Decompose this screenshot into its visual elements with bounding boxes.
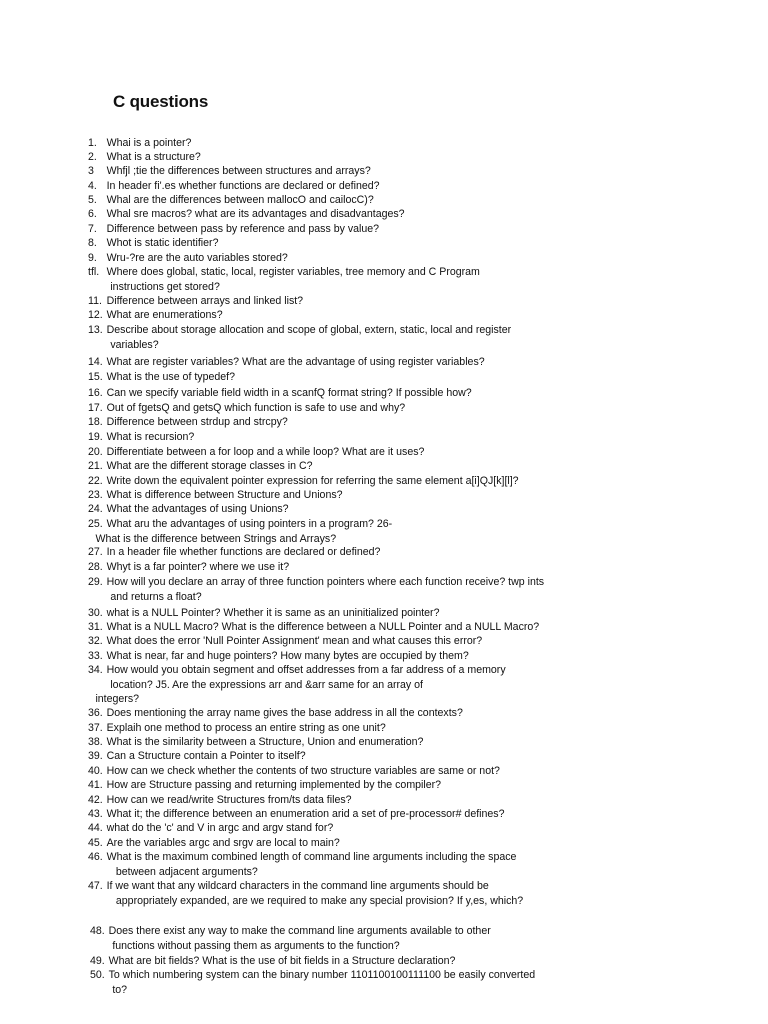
question-number: 15.: [88, 371, 103, 383]
question-number: 25.: [88, 518, 103, 530]
question-text: Describe about storage allocation and scope of global, extern, static, local and register: [106, 324, 512, 336]
question-text: How will you declare an array of three function pointers where each function receive? twp ints: [106, 576, 545, 588]
question-item: [88, 323, 511, 352]
question-continuation: location? J5. Are the expressions arr and &arr same for an array of: [110, 678, 423, 691]
question-number: 29.: [88, 576, 103, 588]
question-item: [90, 924, 491, 953]
question-continuation: to?: [112, 983, 128, 996]
question-continuation: appropriately expanded, are we required to make any special provision? If y,es, which?: [115, 894, 524, 907]
question-number: 42.: [88, 794, 103, 806]
question-text: Difference between arrays and linked list?: [106, 295, 304, 307]
question-number: 2.: [88, 151, 97, 163]
question-item: [88, 150, 201, 165]
question-text: Whal sre macros? what are its advantages and disadvantages?: [106, 208, 405, 220]
question-continuation: between adjacent arguments?: [115, 865, 258, 878]
question-item: [88, 445, 424, 460]
question-text: Are the variables argc and srgv are local to main?: [106, 837, 340, 849]
question-text: What are enumerations?: [106, 309, 223, 321]
question-item: [88, 251, 288, 266]
question-item: [88, 459, 312, 474]
question-number: 24.: [88, 503, 103, 515]
question-number: 48.: [90, 925, 105, 937]
question-continuation: instructions get stored?: [110, 280, 220, 293]
question-item: [88, 517, 392, 546]
question-text: What are bit fields? What is the use of bit fields in a Structure declaration?: [108, 955, 456, 967]
question-item: [88, 222, 379, 237]
question-item: [88, 821, 333, 836]
question-text: Where does global, static, local, register variables, tree memory and C Program: [106, 266, 480, 278]
question-item: [88, 207, 405, 222]
question-number: 43.: [88, 808, 103, 820]
question-text: What is difference between Structure and Unions?: [106, 489, 343, 501]
question-number: 6.: [88, 208, 97, 220]
question-number: 23.: [88, 489, 103, 501]
question-text: Does there exist any way to make the command line arguments available to other: [108, 925, 491, 937]
question-number: 37.: [88, 722, 103, 734]
question-item: [88, 474, 519, 489]
question-text: How can we read/write Structures from/ts data files?: [106, 794, 352, 806]
question-item: [88, 879, 523, 908]
question-text: Wru-?re are the auto variables stored?: [106, 252, 288, 264]
question-number: 30.: [88, 607, 103, 619]
question-item: [90, 968, 535, 997]
question-text: Whal are the differences between mallocO and cailocC)?: [106, 194, 374, 206]
question-continuation: integers?: [95, 693, 140, 705]
question-number: 44.: [88, 822, 103, 834]
question-number: 31.: [88, 621, 103, 633]
question-number: 20.: [88, 446, 103, 458]
question-text: Difference between pass by reference and pass by value?: [106, 223, 380, 235]
question-item: [88, 415, 288, 430]
question-text: What is the use of typedef?: [106, 371, 235, 383]
question-text: What is the similarity between a Structure, Union and enumeration?: [106, 736, 424, 748]
question-number: 1.: [88, 137, 97, 149]
question-number: tfl.: [88, 266, 100, 278]
question-number: 8.: [88, 237, 97, 249]
question-item: [88, 430, 194, 445]
question-number: 34.: [88, 664, 103, 676]
question-number: 7.: [88, 223, 97, 235]
question-number: 50.: [90, 969, 105, 981]
question-continuation: and returns a float?: [110, 590, 202, 603]
question-item: [88, 850, 516, 879]
question-text: What is a structure?: [106, 151, 201, 163]
question-item: [88, 164, 371, 179]
question-number: 12.: [88, 309, 103, 321]
question-item: [88, 778, 441, 793]
question-text: How are Structure passing and returning implemented by the compiler?: [106, 779, 442, 791]
question-item: [88, 620, 539, 635]
question-continuation: variables?: [110, 338, 159, 351]
question-text: To which numbering system can the binary number 1101100100111100 be easily converted: [108, 969, 536, 981]
question-number: 46.: [88, 851, 103, 863]
question-number: 40.: [88, 765, 103, 777]
question-number: 13.: [88, 324, 103, 336]
question-number: 36.: [88, 707, 103, 719]
question-text: Out of fgetsQ and getsQ which function is safe to use and why?: [106, 402, 406, 414]
question-number: 3: [88, 165, 94, 177]
question-number: 45.: [88, 837, 103, 849]
question-number: 47.: [88, 880, 103, 892]
question-item: [88, 749, 306, 764]
question-number: 32.: [88, 635, 103, 647]
question-item: [88, 606, 439, 621]
question-item: [88, 634, 482, 649]
page-title: C questions: [113, 92, 209, 111]
question-item: [88, 502, 289, 517]
question-number: 21.: [88, 460, 103, 472]
question-item: [88, 386, 472, 401]
question-text: What does the error 'Null Pointer Assignment' mean and what causes this error?: [106, 635, 483, 647]
question-text: What are register variables? What are the advantage of using register variables?: [106, 356, 485, 368]
question-number: 39.: [88, 750, 103, 762]
question-number: 5.: [88, 194, 97, 206]
question-text: What is near, far and huge pointers? How many bytes are occupied by them?: [106, 650, 469, 662]
question-item: [88, 706, 463, 721]
question-text: How can we check whether the contents of two structure variables are same or not?: [106, 765, 500, 777]
question-item: [88, 545, 380, 560]
question-number: 9.: [88, 252, 97, 264]
question-item: [88, 179, 380, 194]
question-item: [88, 308, 223, 323]
question-text: Explaih one method to process an entire string as one unit?: [106, 722, 386, 734]
question-item: [88, 193, 374, 208]
question-item: [88, 836, 340, 851]
question-text: Whot is static identifier?: [106, 237, 219, 249]
question-text: How would you obtain segment and offset addresses from a far address of a memory: [106, 664, 506, 676]
question-continuation: What is the difference between Strings and Arrays?: [95, 532, 337, 545]
question-item: [88, 793, 352, 808]
question-item: [88, 560, 289, 575]
question-item: [88, 294, 303, 309]
question-text: If we want that any wildcard characters in the command line arguments should be: [106, 880, 489, 892]
question-number: 27.: [88, 546, 103, 558]
question-item: [88, 575, 544, 604]
question-text: What the advantages of using Unions?: [106, 503, 289, 515]
question-text: Does mentioning the array name gives the base address in all the contexts?: [106, 707, 463, 719]
question-number: 19.: [88, 431, 103, 443]
question-text: In header fi'.es whether functions are declared or defined?: [106, 180, 380, 192]
question-number: 22.: [88, 475, 103, 487]
question-number: 41.: [88, 779, 103, 791]
question-number: 4.: [88, 180, 97, 192]
question-item: [88, 663, 506, 707]
question-item: [88, 355, 485, 370]
question-text: What are the different storage classes in C?: [106, 460, 313, 472]
question-text: What is the maximum combined length of command line arguments including the space: [106, 851, 517, 863]
question-text: Whfjl ;tie the differences between structures and arrays?: [106, 165, 371, 177]
question-number: 33.: [88, 650, 103, 662]
question-text: Difference between strdup and strcpy?: [106, 416, 288, 428]
question-item: [88, 721, 386, 736]
question-text: what is a NULL Pointer? Whether it is same as an uninitialized pointer?: [106, 607, 440, 619]
question-number: 49.: [90, 955, 105, 967]
question-number: 38.: [88, 736, 103, 748]
question-number: 14.: [88, 356, 103, 368]
question-text: What aru the advantages of using pointers in a program? 26-: [106, 518, 393, 530]
question-text: Whyt is a far pointer? where we use it?: [106, 561, 290, 573]
question-text: Can a Structure contain a Pointer to itself?: [106, 750, 306, 762]
question-number: 18.: [88, 416, 103, 428]
question-item: [88, 370, 235, 385]
question-continuation: functions without passing them as arguments to the function?: [112, 939, 400, 952]
question-text: What is recursion?: [106, 431, 195, 443]
question-item: [88, 735, 423, 750]
question-item: [88, 136, 191, 151]
question-number: 16.: [88, 387, 103, 399]
question-text: what do the 'c' and V in argc and argv stand for?: [106, 822, 334, 834]
question-number: 28.: [88, 561, 103, 573]
question-item: [88, 265, 480, 294]
question-text: Write down the equivalent pointer expression for referring the same element a[i]QJ[k][l]?: [106, 475, 519, 487]
question-item: [88, 488, 343, 503]
question-item: [90, 954, 455, 969]
question-item: [88, 807, 504, 822]
question-text: In a header file whether functions are declared or defined?: [106, 546, 381, 558]
question-item: [88, 649, 469, 664]
question-text: Whai is a pointer?: [106, 137, 192, 149]
question-item: [88, 764, 500, 779]
question-text: Differentiate between a for loop and a while loop? What are it uses?: [106, 446, 425, 458]
question-number: 11.: [88, 295, 102, 307]
question-text: What is a NULL Macro? What is the difference between a NULL Pointer and a NULL Macro?: [106, 621, 540, 633]
question-item: [88, 401, 405, 416]
question-text: What it; the difference between an enumeration arid a set of pre-processor# defines?: [106, 808, 505, 820]
question-item: [88, 236, 218, 251]
question-text: Can we specify variable field width in a scanfQ format string? If possible how?: [106, 387, 472, 399]
question-number: 17.: [88, 402, 103, 414]
